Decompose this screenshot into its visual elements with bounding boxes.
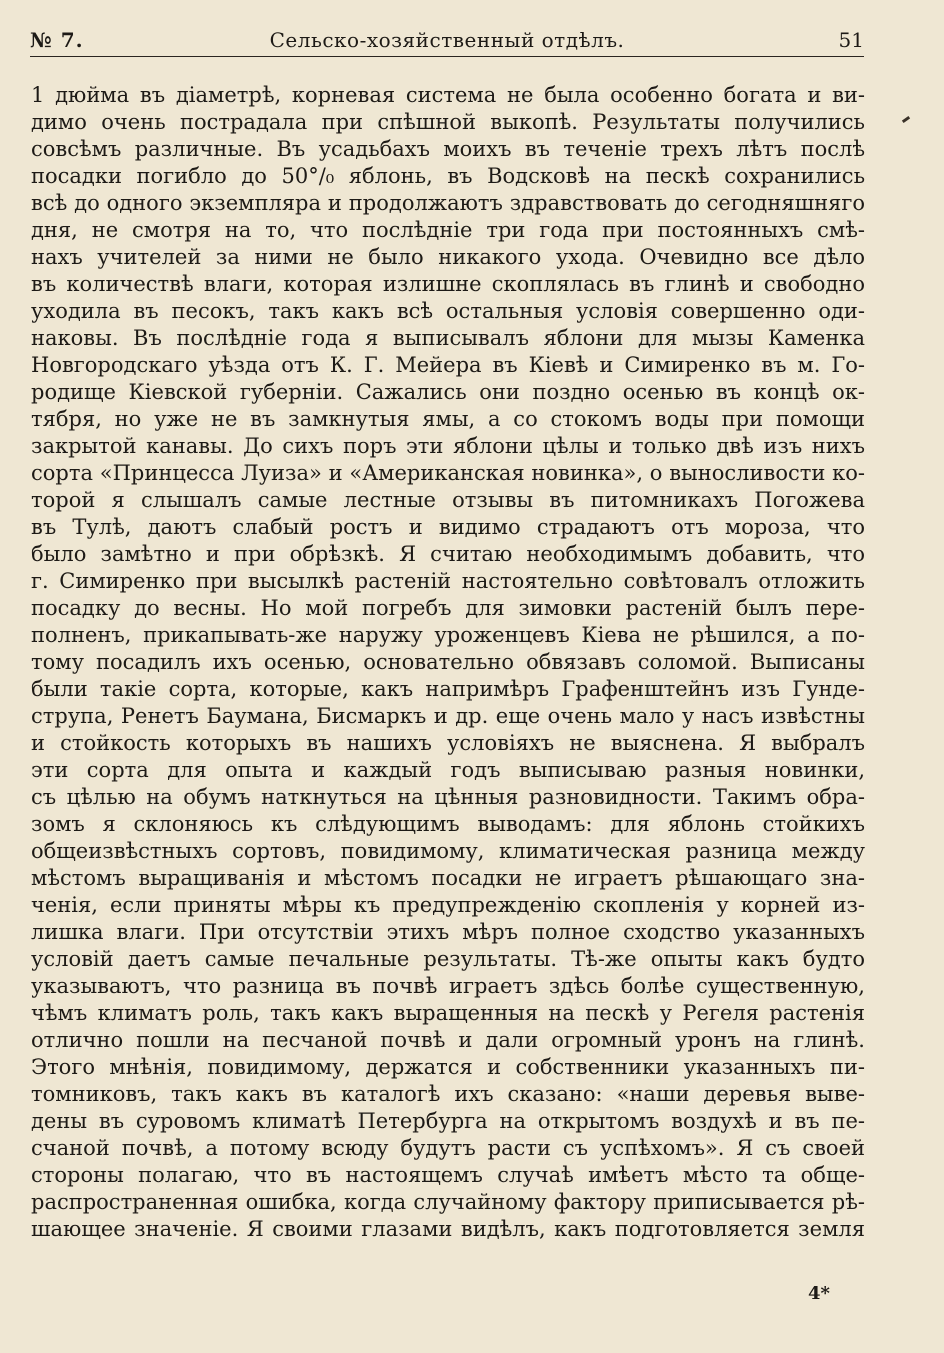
text-line: условій даетъ самые печальные результаты. Тѣ-же опыты какъ будто bbox=[31, 947, 865, 971]
text-line: эти сорта для опыта и каждый годъ выписываю разныя новинки, bbox=[31, 758, 865, 782]
text-line: дены въ суровомъ климатѣ Петербурга на открытомъ воздухѣ и въ пе- bbox=[31, 1109, 865, 1133]
text-line: струпа, Ренетъ Баумана, Бисмаркъ и др. еще очень мало у насъ извѣстны bbox=[31, 704, 865, 728]
text-line: шающее значеніе. Я своими глазами видѣлъ, какъ подготовляется земля bbox=[31, 1217, 865, 1241]
text-line: всѣ до одного экземпляра и продолжаютъ здравствовать до сегодняшняго bbox=[31, 191, 865, 215]
running-header bbox=[30, 26, 864, 58]
text-line: 1 дюйма въ діаметрѣ, корневая система не была особенно богата и ви- bbox=[31, 83, 865, 107]
body-text bbox=[31, 82, 865, 1243]
text-line: Этого мнѣнія, повидимому, держатся и собственники указанныхъ пи- bbox=[31, 1055, 865, 1079]
text-line: ченія, если приняты мѣры къ предупрежденію скопленія у корней из- bbox=[31, 893, 865, 917]
text-line: въ Тулѣ, даютъ слабый ростъ и видимо страдаютъ отъ мороза, что bbox=[31, 515, 865, 539]
text-line: чѣмъ климатъ роль, такъ какъ выращенныя на пескѣ у Регеля растенія bbox=[31, 1001, 865, 1025]
text-line: были такіе сорта, которые, какъ напримѣръ Графенштейнъ изъ Гунде- bbox=[31, 677, 865, 701]
text-line: томниковъ, такъ какъ въ каталогѣ ихъ сказано: «наши деревья выве- bbox=[31, 1082, 865, 1106]
text-line: полненъ, прикапывать-же наружу уроженцевъ Кіева не рѣшился, а по- bbox=[31, 623, 865, 647]
text-line: стороны полагаю, что въ настоящемъ случаѣ имѣетъ мѣсто та обще- bbox=[31, 1163, 865, 1187]
text-line: съ цѣлью на обумъ наткнуться на цѣнныя разновидности. Такимъ обра- bbox=[31, 785, 865, 809]
text-line: счаной почвѣ, а потому всюду будутъ расти съ успѣхомъ». Я съ своей bbox=[31, 1136, 865, 1160]
ink-speck bbox=[902, 116, 910, 123]
text-line: посадку до весны. Но мой погребъ для зимовки растеній былъ пере- bbox=[31, 596, 865, 620]
text-line: г. Симиренко при высылкѣ растеній настоятельно совѣтовалъ отложить bbox=[31, 569, 865, 593]
text-line: зомъ я склоняюсь къ слѣдующимъ выводамъ: для яблонь стойкихъ bbox=[31, 812, 865, 836]
text-line: сорта «Принцесса Луиза» и «Американская новинка», о выносливости ко- bbox=[31, 461, 865, 485]
text-line: было замѣтно и при обрѣзкѣ. Я считаю необходимымъ добавить, что bbox=[31, 542, 865, 566]
text-line: лишка влаги. При отсутствіи этихъ мѣръ полное сходство указанныхъ bbox=[31, 920, 865, 944]
text-line: уходила въ песокъ, такъ какъ всѣ остальныя условія совершенно оди- bbox=[31, 299, 865, 323]
text-line: нахъ учителей за ними не было никакого ухода. Очевидно все дѣло bbox=[31, 245, 865, 269]
text-line: отлично пошли на песчаной почвѣ и дали огромный уронъ на глинѣ. bbox=[31, 1028, 865, 1052]
text-line: и стойкость которыхъ въ нашихъ условіяхъ не выяснена. Я выбралъ bbox=[31, 731, 865, 755]
text-line: дня, не смотря на то, что послѣдніе три года при постоянныхъ смѣ- bbox=[31, 218, 865, 242]
text-line: Новгородскаго уѣзда отъ К. Г. Мейера въ Кіевѣ и Симиренко въ м. Го- bbox=[31, 353, 865, 377]
text-line: наковы. Въ послѣдніе года я выписывалъ яблони для мызы Каменка bbox=[31, 326, 865, 350]
section-title: Сельско-хозяйственный отдѣлъ. bbox=[269, 28, 625, 52]
text-line: указываютъ, что разница въ почвѣ играетъ здѣсь болѣе существенную, bbox=[31, 974, 865, 998]
text-line: торой я слышалъ самые лестные отзывы въ питомникахъ Погожева bbox=[31, 488, 865, 512]
printer-signature-mark: 4* bbox=[808, 1283, 830, 1304]
text-line: димо очень пострадала при спѣшной выкопѣ. Результаты получились bbox=[31, 110, 865, 134]
text-line: родище Кіевской губерніи. Сажались они поздно осенью въ концѣ ок- bbox=[31, 380, 865, 404]
text-line: мѣстомъ выращиванія и мѣстомъ посадки не играетъ рѣшающаго зна- bbox=[31, 866, 865, 890]
issue-number: № 7. bbox=[30, 28, 84, 52]
page-number: 51 bbox=[838, 28, 864, 52]
text-line: распространенная ошибка, когда случайному фактору приписывается рѣ- bbox=[31, 1190, 865, 1214]
text-line: закрытой канавы. До сихъ поръ эти яблони цѣлы и только двѣ изъ нихъ bbox=[31, 434, 865, 458]
text-line: общеизвѣстныхъ сортовъ, повидимому, климатическая разница между bbox=[31, 839, 865, 863]
text-line: въ количествѣ влаги, которая излишне скоплялась въ глинѣ и свободно bbox=[31, 272, 865, 296]
text-line: посадки погибло до 50°/₀ яблонь, въ Водсковѣ на пескѣ сохранились bbox=[31, 164, 865, 188]
text-line: тября, но уже не въ замкнутыя ямы, а со стокомъ воды при помощи bbox=[31, 407, 865, 431]
header-rule bbox=[30, 56, 864, 57]
text-line: совсѣмъ различные. Въ усадьбахъ моихъ въ теченіе трехъ лѣтъ послѣ bbox=[31, 137, 865, 161]
text-line: тому посадилъ ихъ осенью, основательно обвязавъ соломой. Выписаны bbox=[31, 650, 865, 674]
